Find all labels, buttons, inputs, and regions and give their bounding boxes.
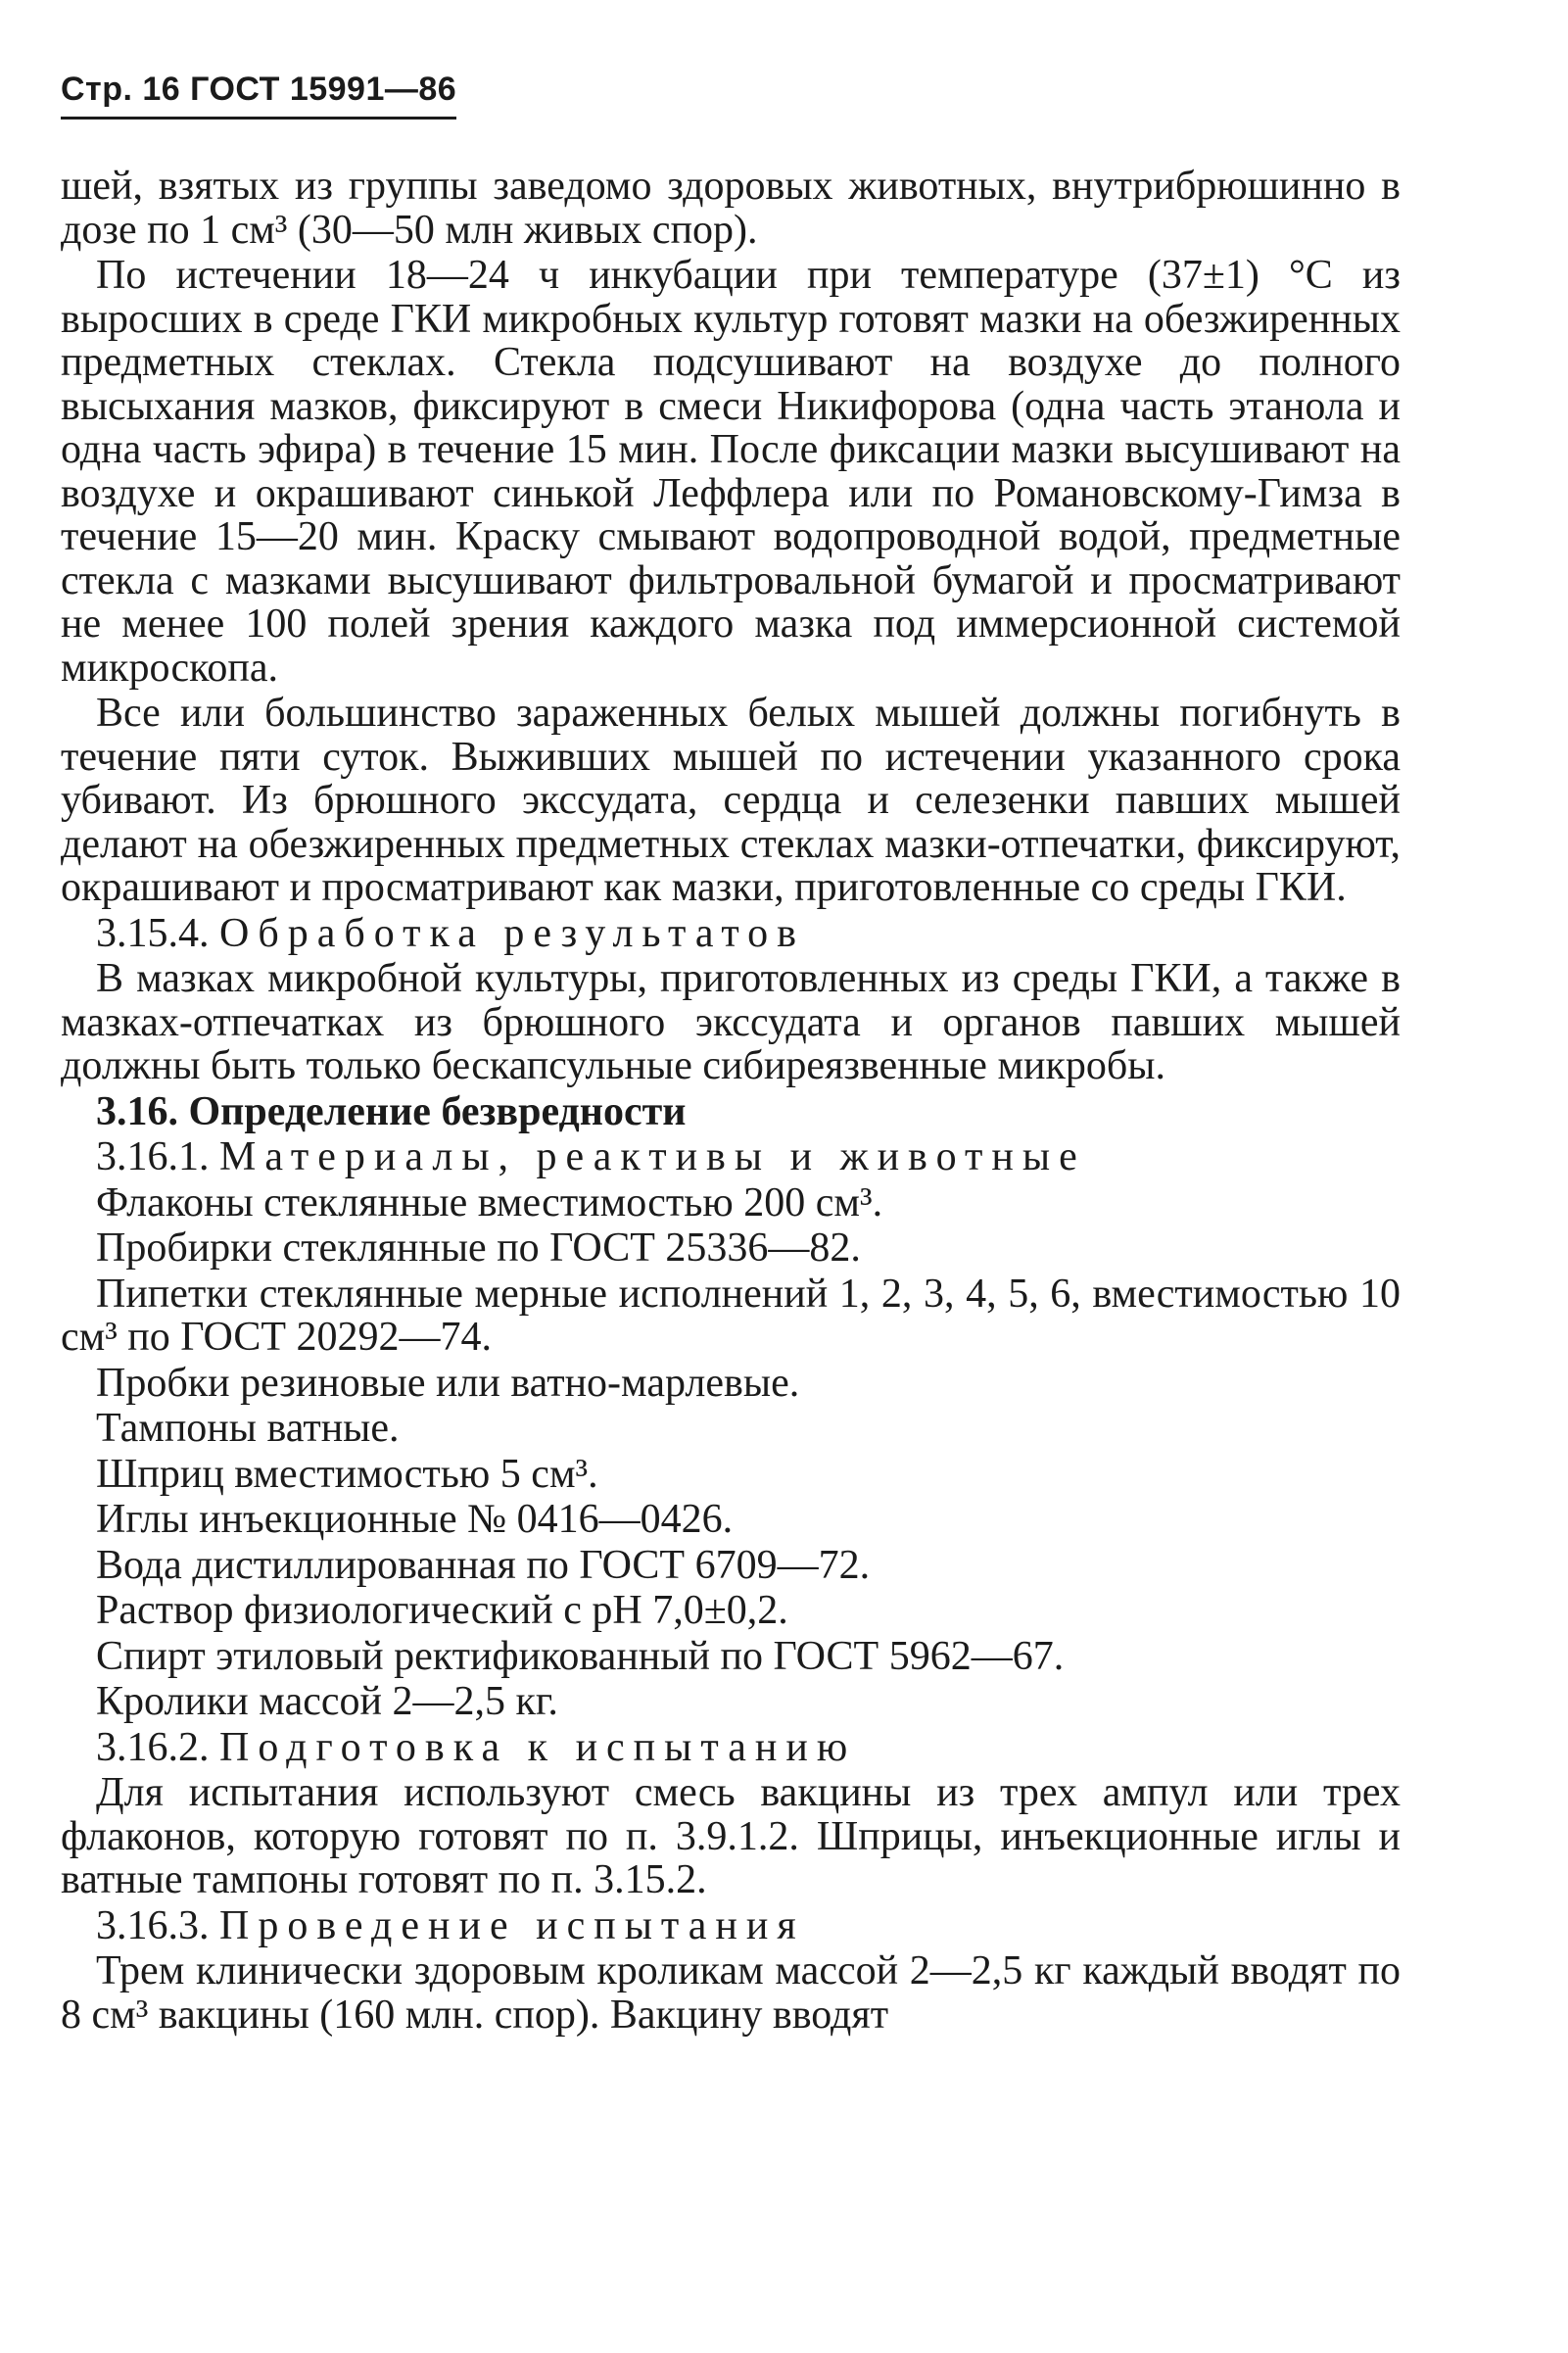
section-title: Проведение испытания	[219, 1902, 805, 1948]
section-number: 3.16.3.	[96, 1902, 210, 1948]
list-item: Кролики массой 2—2,5 кг.	[96, 1679, 558, 1724]
paragraph: По истечении 18—24 ч инкубации при температуре (37±1) °С из выросших в среде ГКИ микробных культур готовят мазки на обезжиренных предметных стеклах. Стекла подсушивают на воздухе до полного высыхания мазков, фиксируют в смеси Никифорова (одна часть этанола и одна часть эфира) в течение 15 мин. После фиксации мазки высушивают на воздухе и окрашивают синькой Леффлера или по Романовскому-Гимза в течение 15—20 мин. Краску смывают водопроводной водой, предметные стекла с мазками высушивают фильтровальной бумагой и просматривают не менее 100 полей зрения каждого мазка под иммерсионной системой микроскопа.	[61, 253, 1401, 691]
paragraph: В мазках микробной культуры, приготовленных из среды ГКИ, а также в мазках-отпечатках из брюшного экссудата и органов павших мышей должны быть только бескапсульные сибиреязвенные микробы.	[61, 956, 1401, 1088]
paragraph: Для испытания используют смесь вакцины из трех ампул или трех флаконов, которую готовят по п. 3.9.1.2. Шприцы, инъекционные иглы и ватные тампоны готовят по п. 3.15.2.	[61, 1770, 1401, 1902]
section-heading-3-16-2	[61, 1726, 1401, 1770]
list-item: Пробирки стеклянные по ГОСТ 25336—82.	[96, 1225, 861, 1271]
section-title: Подготовка к испытанию	[219, 1724, 857, 1770]
paragraph: Все или большинство зараженных белых мышей должны погибнуть в течение пяти суток. Выживших мышей по истечении указанного срока убивают. Из брюшного экссудата, сердца и селезенки павших мышей делают на обезжиренных предметных стеклах мазки-отпечатки, фиксируют, окрашивают и просматривают как мазки, приготовленные со среды ГКИ.	[61, 691, 1401, 910]
paragraph: шей, взятых из группы заведомо здоровых животных, внутрибрюшинно в дозе по 1 см³ (30—50 млн живых спор).	[61, 164, 1401, 253]
list-item: Спирт этиловый ректификованный по ГОСТ 5962—67.	[96, 1633, 1065, 1679]
section-heading-3-16: 3.16. Определение безвредности	[96, 1088, 687, 1134]
section-heading-3-16-1	[61, 1135, 1401, 1179]
section-heading-3-15-4	[61, 912, 1401, 956]
list-item: Пипетки стеклянные мерные исполнений 1, 2, 3, 4, 5, 6, вместимостью 10 см³ по ГОСТ 20292—74.	[61, 1271, 1401, 1360]
list-item: Тампоны ватные.	[96, 1406, 400, 1451]
list-item: Раствор физиологический с рН 7,0±0,2.	[96, 1588, 788, 1633]
section-number: 3.16.1.	[96, 1134, 210, 1179]
section-heading-3-16-3	[61, 1904, 1401, 1948]
section-title: Материалы, реактивы и животные	[219, 1134, 1086, 1179]
list-item: Флаконы стеклянные вместимостью 200 см³.	[96, 1179, 883, 1225]
list-item: Шприц вместимостью 5 см³.	[96, 1451, 598, 1497]
section-number: 3.16.2.	[96, 1724, 210, 1770]
body-text	[61, 165, 1401, 2037]
section-number: 3.15.4.	[96, 910, 210, 956]
list-item: Иглы инъекционные № 0416—0426.	[96, 1497, 734, 1542]
list-item: Вода дистиллированная по ГОСТ 6709—72.	[96, 1542, 871, 1588]
list-item: Пробки резиновые или ватно-марлевые.	[96, 1360, 800, 1406]
page-header: Стр. 16 ГОСТ 15991—86	[61, 71, 456, 120]
paragraph: Трем клинически здоровым кроликам массой 2—2,5 кг каждый вводят по 8 см³ вакцины (160 млн. спор). Вакцину вводят	[61, 1948, 1401, 2038]
section-title: Обработка результатов	[219, 910, 806, 956]
